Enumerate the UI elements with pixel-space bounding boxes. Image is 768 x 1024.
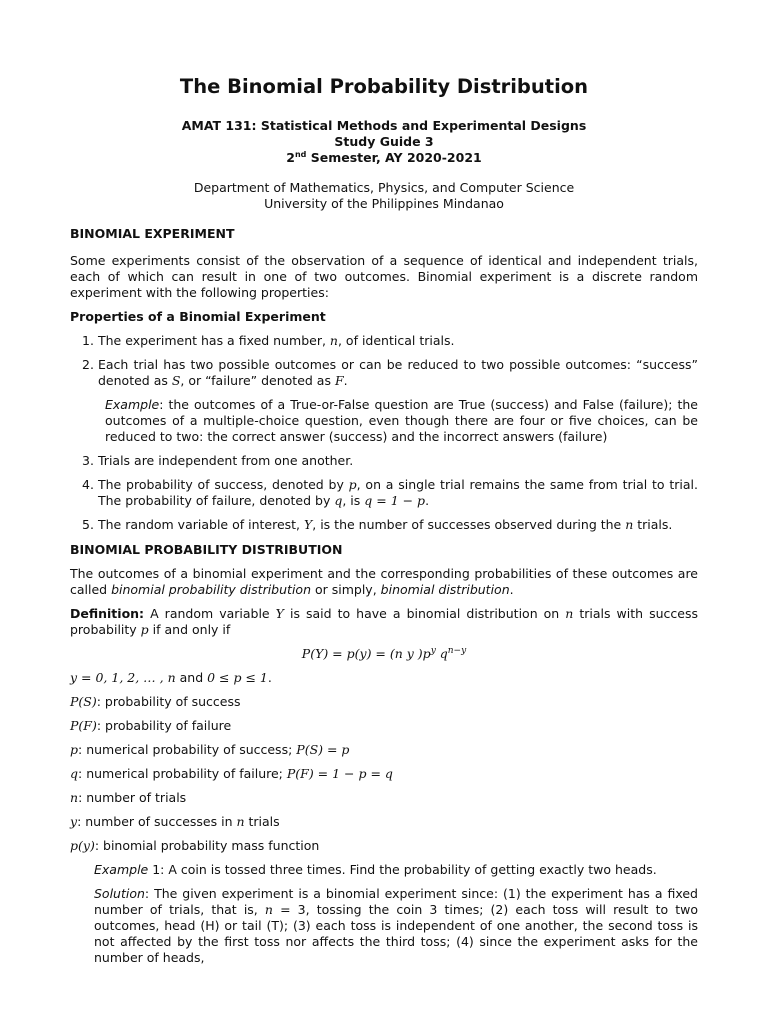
semester-label xyxy=(70,150,698,166)
math-var: F xyxy=(334,373,344,388)
definition-text: : number of trials xyxy=(78,790,187,805)
property-item-4 xyxy=(70,477,698,509)
property-text: Trials are independent from one another. xyxy=(98,453,354,468)
semester-suffix: nd xyxy=(294,150,307,159)
intro-text: The outcomes of a binomial experiment and the corresponding probabilities of these outcomes are called xyxy=(70,566,698,597)
math-symbol: q xyxy=(70,766,79,781)
definition-text: : probability of failure xyxy=(96,718,232,733)
solution-text: : The given experiment is a binomial experiment since: (1) the experiment has a fixed number of trials, that is, xyxy=(94,886,698,917)
properties-heading: Properties of a Binomial Experiment xyxy=(70,309,326,324)
property-item-5 xyxy=(70,517,698,533)
property-number: 3. xyxy=(82,453,94,468)
property-number: 1. xyxy=(82,333,94,348)
binomial-distribution-intro xyxy=(70,566,698,598)
formula-exponent: y xyxy=(430,646,436,656)
binomial-formula xyxy=(70,646,698,662)
property-text: The probability of success, denoted by xyxy=(98,477,349,492)
example-label: Example xyxy=(105,397,160,412)
math-expression: P(S) = p xyxy=(296,742,350,757)
math-symbol: P(S) xyxy=(70,694,97,709)
math-var: n xyxy=(264,902,273,917)
property-text: , is the number of successes observed during the xyxy=(312,517,626,532)
math-var: q xyxy=(334,493,343,508)
intro-term: binomial distribution xyxy=(380,582,510,597)
definition-text: : numerical probability of success; xyxy=(78,742,297,757)
property-text: , is xyxy=(342,493,365,508)
property-number: 5. xyxy=(82,517,94,532)
math-var: n xyxy=(565,606,574,621)
definition-line-py xyxy=(70,838,698,854)
range-line xyxy=(70,670,698,686)
math-expression: 0 ≤ p ≤ 1 xyxy=(207,670,268,685)
property-item-2 xyxy=(70,357,698,389)
math-var: n xyxy=(329,333,338,348)
math-expression: P(F) = 1 − p = q xyxy=(286,766,393,781)
math-expression: q = 1 − p xyxy=(364,493,426,508)
math-symbol: n xyxy=(70,790,79,805)
definition-line-pf xyxy=(70,718,698,734)
property-number: 4. xyxy=(82,477,94,492)
study-guide-label: Study Guide 3 xyxy=(334,134,434,149)
math-var: Y xyxy=(304,517,313,532)
example-label: Example xyxy=(94,862,149,877)
example-1 xyxy=(70,862,698,878)
property-number: 2. xyxy=(82,357,94,372)
course-name: AMAT 131: Statistical Methods and Experimental Designs xyxy=(181,118,587,133)
property-text: , on a single trial remains the same from trial to trial. The probability of failure, denoted by xyxy=(98,477,698,508)
definition-label: Definition: xyxy=(70,606,145,621)
definition-text: : probability of success xyxy=(96,694,241,709)
example-note xyxy=(70,397,698,445)
property-text: . xyxy=(425,493,430,508)
department-info xyxy=(70,180,698,212)
document-title: The Binomial Probability Distribution xyxy=(179,75,589,98)
binomial-experiment-intro: Some experiments consist of the observation of a sequence of identical and independent trials, each of which can result in one of two outcomes. Binomial experiment is a discrete random experiment with the following properties: xyxy=(70,253,698,300)
property-text: . xyxy=(343,373,348,388)
example-text: 1: A coin is tossed three times. Find the probability of getting exactly two heads. xyxy=(148,862,657,877)
semester-rest: Semester, AY 2020-2021 xyxy=(306,150,482,165)
intro-text: . xyxy=(509,582,514,597)
property-text: The experiment has a fixed number, xyxy=(98,333,330,348)
formula-exponent: n−y xyxy=(447,646,467,656)
properties-list xyxy=(70,333,698,389)
definition-line-q xyxy=(70,766,698,782)
definition-text: trials with success probability xyxy=(70,606,699,637)
math-symbol: p xyxy=(70,742,79,757)
property-item-3 xyxy=(70,453,698,469)
math-symbol: p(y) xyxy=(70,838,95,853)
definition-text: is said to have a binomial distribution on xyxy=(283,606,566,621)
property-text: , of identical trials. xyxy=(337,333,455,348)
definition-line-n xyxy=(70,790,698,806)
property-text: Each trial has two possible outcomes or can be reduced to two possible outcomes: “success” denoted as xyxy=(98,357,698,388)
solution-paragraph xyxy=(70,886,698,966)
formula-main: P(Y) = p(y) = (n y )p xyxy=(301,646,431,661)
definition-text: A random variable xyxy=(144,606,276,621)
semester-ordinal: 2 xyxy=(286,150,295,165)
range-text: . xyxy=(267,670,272,685)
property-text: , or “failure” denoted as xyxy=(180,373,335,388)
math-symbol: y xyxy=(70,814,78,829)
solution-label: Solution xyxy=(94,886,145,901)
math-symbol: P(F) xyxy=(70,718,97,733)
department-name: Department of Mathematics, Physics, and Computer Science xyxy=(193,180,575,195)
intro-term: binomial probability distribution xyxy=(111,582,311,597)
property-text: The random variable of interest, xyxy=(98,517,304,532)
math-var: p xyxy=(140,622,149,637)
definition-text: : number of successes in xyxy=(77,814,237,829)
math-expression: y = 0, 1, 2, … , n xyxy=(70,670,176,685)
definition-line-p xyxy=(70,742,698,758)
math-symbol: n xyxy=(236,814,245,829)
definition-line-y xyxy=(70,814,698,830)
range-text: and xyxy=(175,670,208,685)
intro-text: or simply, xyxy=(311,582,381,597)
formula-q: q xyxy=(435,646,448,661)
math-var: p xyxy=(348,477,357,492)
definition-paragraph xyxy=(70,606,698,638)
math-var: Y xyxy=(275,606,284,621)
example-text: : the outcomes of a True-or-False question are True (success) and False (failure); the outcomes of a multiple-choice question, even though there are four or five choices, can be reduced to two: the correct answer (success) and the incorrect answers (failure) xyxy=(105,397,698,444)
definition-text: if and only if xyxy=(148,622,231,637)
course-info xyxy=(70,118,698,166)
math-var: n xyxy=(625,517,634,532)
property-item-1 xyxy=(70,333,698,349)
definition-text: : numerical probability of failure; xyxy=(78,766,287,781)
properties-list-continued xyxy=(70,453,698,533)
definition-line-ps xyxy=(70,694,698,710)
definition-text: : binomial probability mass function xyxy=(94,838,320,853)
section-heading-binomial-experiment: BINOMIAL EXPERIMENT xyxy=(70,226,235,241)
solution-text: = 3, tossing the coin 3 times; (2) each toss will result to two outcomes, head (H) or tail (T); (3) each toss is independent of one another, the second toss is not affected by the first toss nor affects the third toss; (4) since the experiment asks for the number of heads, xyxy=(94,902,699,965)
property-text: trials. xyxy=(633,517,673,532)
definition-text: trials xyxy=(244,814,280,829)
math-var: S xyxy=(171,373,181,388)
university-name: University of the Philippines Mindanao xyxy=(264,196,504,211)
section-heading-binomial-distribution: BINOMIAL PROBABILITY DISTRIBUTION xyxy=(70,542,343,557)
